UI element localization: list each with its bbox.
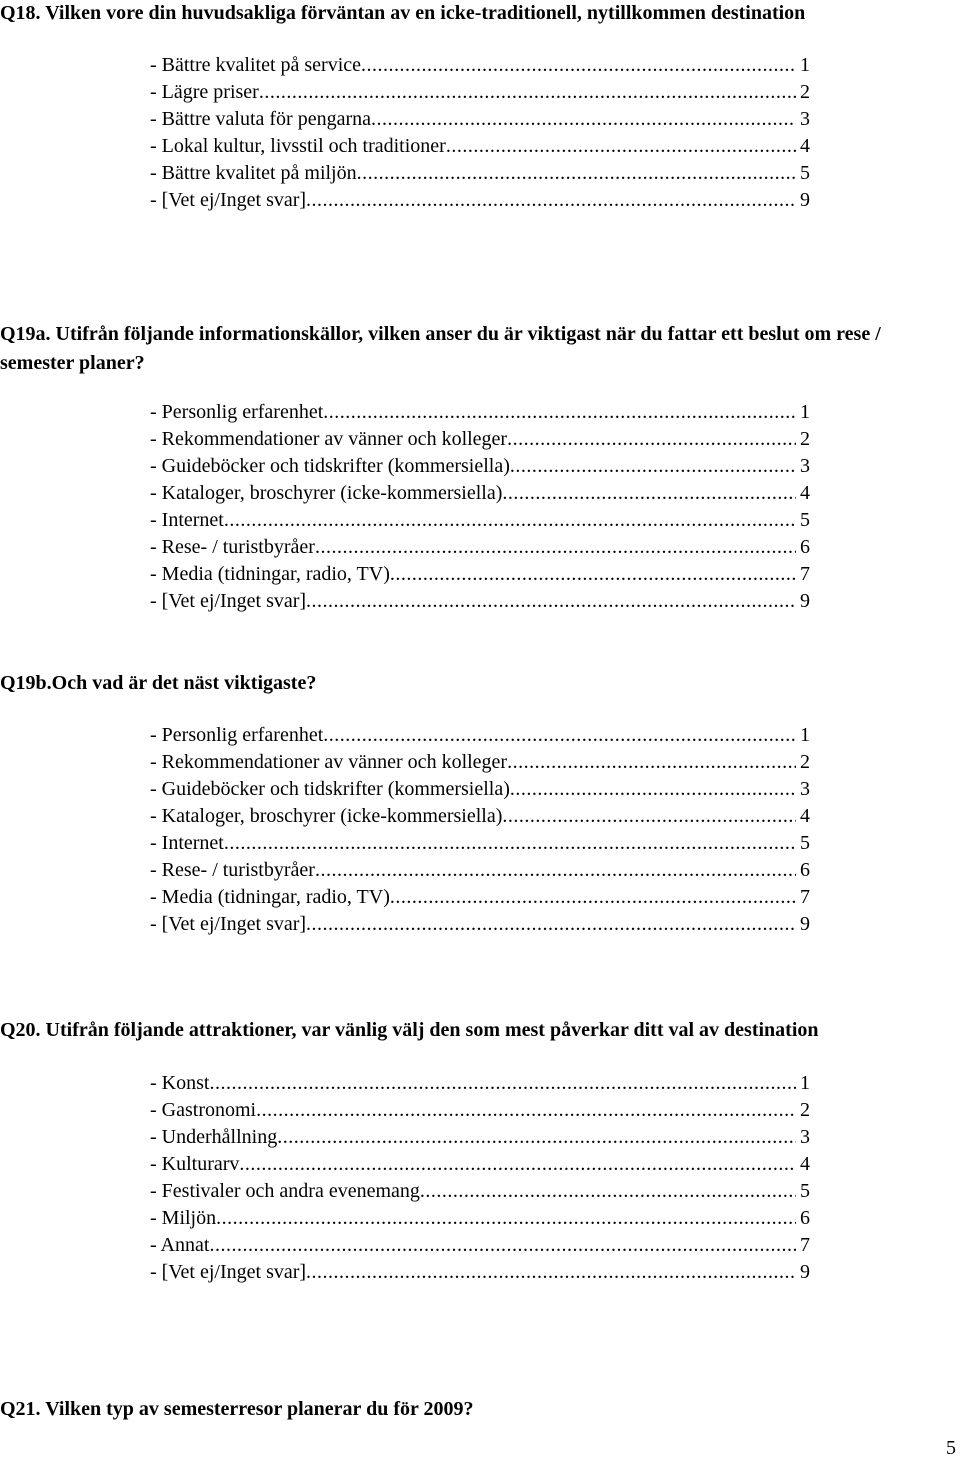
answer-option: - Personlig erfarenhet ..... 1 (150, 722, 810, 749)
answer-option: - Rekommendationer av vänner och kolleger ..... 2 (150, 426, 810, 453)
answer-option: - Guideböcker och tidskrifter (kommersiella) ..... 3 (150, 453, 810, 480)
answer-option: - Festivaler och andra evenemang ..... 5 (150, 1178, 810, 1205)
page-number: 5 (946, 1437, 956, 1459)
answer-option: - Bättre kvalitet på miljön ..... 5 (150, 160, 810, 187)
answer-option: - Lägre priser ..... 2 (150, 79, 810, 106)
question-q19a-heading: Q19a. Utifrån följande informationskällor, vilken anser du är viktigast när du fattar ett beslut om rese / semester planer? (0, 323, 881, 374)
answer-option: - Guideböcker och tidskrifter (kommersiella) ..... 3 (150, 776, 810, 803)
question-q20-options (150, 1070, 810, 1286)
answer-option: - Bättre valuta för pengarna ..... 3 (150, 106, 810, 133)
question-q19a-options (150, 399, 810, 615)
answer-option: - Bättre kvalitet på service ..... 1 (150, 52, 810, 79)
question-q18-heading: Q18. Vilken vore din huvudsakliga förväntan av en icke-traditionell, nytillkommen destination (0, 2, 806, 24)
answer-option: - [Vet ej/Inget svar] ..... 9 (150, 187, 810, 214)
answer-option: - Internet ..... 5 (150, 507, 810, 534)
answer-option: - Internet ..... 5 (150, 830, 810, 857)
answer-option: - Media (tidningar, radio, TV) ..... 7 (150, 561, 810, 588)
answer-option: - [Vet ej/Inget svar] ..... 9 (150, 1259, 810, 1286)
question-q19b-options (150, 722, 810, 938)
question-q20-heading: Q20. Utifrån följande attraktioner, var vänlig välj den som mest påverkar ditt val av destination (0, 1019, 819, 1041)
answer-option: - Rese- / turistbyråer ..... 6 (150, 534, 810, 561)
answer-option: - [Vet ej/Inget svar] ..... 9 (150, 588, 810, 615)
answer-option: - Kataloger, broschyrer (icke-kommersiella) ..... 4 (150, 803, 810, 830)
answer-option: - Kataloger, broschyrer (icke-kommersiella) ..... 4 (150, 480, 810, 507)
answer-option: - Annat ..... 7 (150, 1232, 810, 1259)
question-q21-heading: Q21. Vilken typ av semesterresor planerar du för 2009? (0, 1398, 474, 1420)
question-q19b-heading: Q19b.Och vad är det näst viktigaste? (0, 672, 317, 694)
answer-option: - Underhållning ..... 3 (150, 1124, 810, 1151)
question-q18-options (150, 52, 810, 214)
answer-option: - Lokal kultur, livsstil och traditioner ..... 4 (150, 133, 810, 160)
answer-option: - Miljön ..... 6 (150, 1205, 810, 1232)
answer-option: - Kulturarv ..... 4 (150, 1151, 810, 1178)
answer-option: - Gastronomi ..... 2 (150, 1097, 810, 1124)
answer-option: - Rekommendationer av vänner och kolleger ..... 2 (150, 749, 810, 776)
answer-option: - Personlig erfarenhet ..... 1 (150, 399, 810, 426)
answer-option: - Media (tidningar, radio, TV) ..... 7 (150, 884, 810, 911)
answer-option: - [Vet ej/Inget svar] ..... 9 (150, 911, 810, 938)
answer-option: - Rese- / turistbyråer ..... 6 (150, 857, 810, 884)
answer-option: - Konst ..... 1 (150, 1070, 810, 1097)
